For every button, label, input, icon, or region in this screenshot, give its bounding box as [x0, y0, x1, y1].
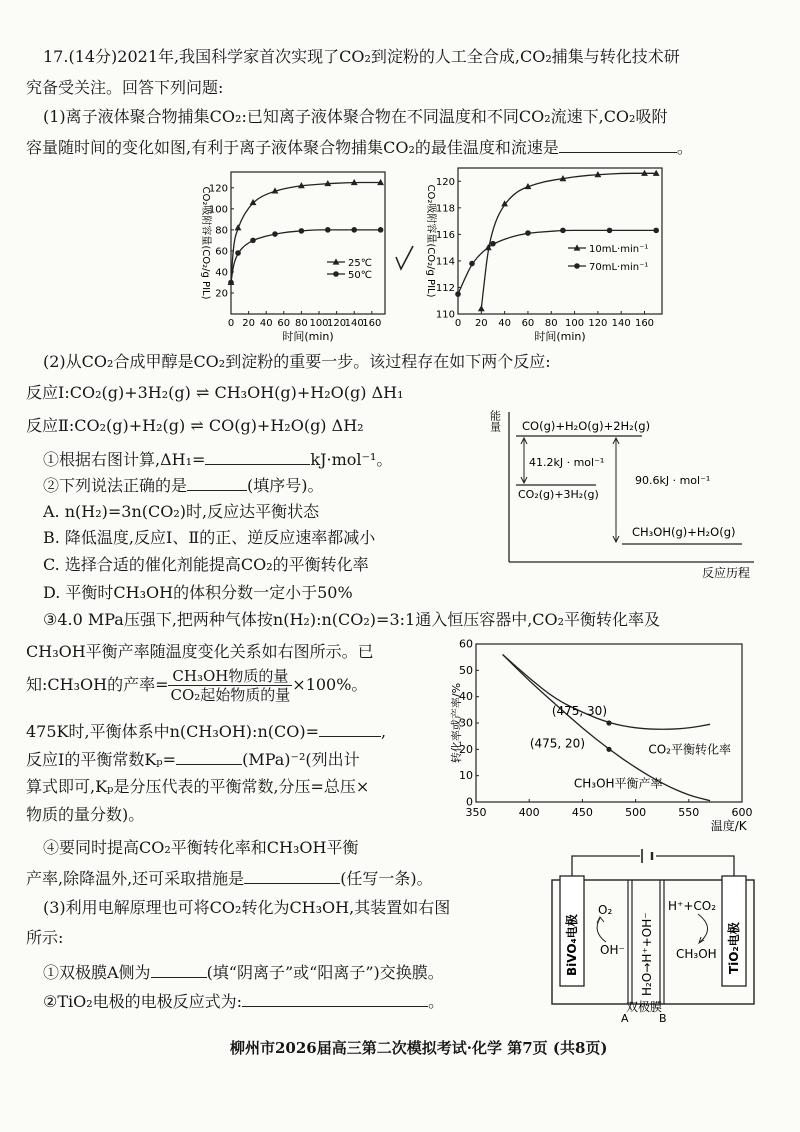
annotation-label: (475, 20): [529, 736, 585, 751]
answer-blank-options[interactable]: [187, 474, 247, 491]
o2-label: O₂: [598, 903, 613, 917]
data-point: [469, 261, 475, 267]
data-point: [299, 228, 305, 234]
gap2-label: 90.6kJ · mol⁻¹: [635, 474, 711, 487]
data-point: [250, 238, 256, 244]
data-point: [478, 305, 485, 311]
gap1-label: 41.2kJ · mol⁻¹: [529, 456, 605, 469]
legend-label: 70mL·min⁻¹: [589, 262, 649, 273]
y-tick-label: 118: [435, 203, 455, 215]
page-footer: 柳州市2026届高三第二次模拟考试·化学 第7页 (共8页): [230, 1039, 608, 1057]
q2-4-line2: [26, 867, 433, 889]
q2-2-hint: (填序号)。: [247, 476, 324, 495]
chart-conversion: [446, 636, 762, 836]
y-axis-label: 转化率或产率/%: [450, 682, 463, 764]
y-tick-label: 112: [435, 282, 455, 294]
y-tick-label: 0: [466, 795, 473, 809]
option-d: D. 平衡时CH₃OH的体积分数一定小于50%: [43, 583, 353, 602]
level-mid-label: CO₂(g)+3H₂(g): [518, 488, 599, 501]
x-tick-label: 100: [309, 318, 329, 329]
x-tick-label: 500: [625, 806, 647, 819]
yield-def-tail: ×100%。: [292, 675, 368, 694]
y-tick-label: 120: [208, 183, 228, 195]
q3-2: [43, 990, 444, 1012]
part1-end: 。: [676, 138, 693, 157]
data-point: [455, 291, 461, 297]
annotation-point: [606, 747, 611, 752]
side-a-label: A: [621, 1012, 629, 1025]
y-tick-label: 40: [215, 267, 228, 279]
fraction-denominator: CO₂起始物质的量: [170, 686, 291, 704]
electrolysis-diagram: [548, 848, 760, 1024]
x-tick-label: 160: [362, 318, 382, 329]
data-point: [250, 199, 257, 205]
measure-hint: (任写一条)。: [340, 869, 433, 888]
legend-label: 50℃: [348, 270, 372, 281]
answer-blank-ratio[interactable]: [319, 720, 381, 737]
annotation-point: [606, 720, 611, 725]
x-tick-label: 60: [521, 318, 535, 329]
ratio-text: 475K时,平衡体系中n(CH₃OH):n(CO)=: [26, 722, 319, 741]
progress-axis-label: 反应历程: [702, 566, 751, 580]
q2-1-unit: kJ·mol⁻¹。: [310, 450, 393, 469]
x-tick-label: 80: [295, 318, 308, 329]
data-point: [653, 228, 659, 234]
data-point: [378, 227, 384, 233]
q2-3-line7: 物质的量分数)。: [26, 805, 145, 824]
question-header-line2: 究备受关注。回答下列问题:: [26, 78, 224, 97]
q2-3-line5: [26, 748, 360, 770]
y-tick-label: 20: [459, 742, 473, 756]
answer-blank-kp[interactable]: [176, 748, 242, 765]
data-point: [272, 231, 278, 237]
x-tick-label: 20: [242, 318, 255, 329]
plot-frame: [231, 172, 385, 314]
x-tick-label: 0: [227, 318, 235, 329]
legend-label: 25℃: [348, 258, 372, 269]
x-tick-label: 140: [611, 318, 631, 329]
level-top-label: CO(g)+H₂O(g)+2H₂(g): [522, 419, 651, 433]
y-tick-label: 110: [435, 309, 455, 321]
data-point: [325, 227, 331, 233]
x-axis-label: 温度/K: [710, 819, 747, 833]
series-label: CH₃OH平衡产率: [573, 776, 663, 791]
y-tick-label: 60: [459, 637, 473, 651]
series-line: [481, 173, 656, 308]
answer-blank-dh1[interactable]: [205, 448, 310, 465]
option-a: A. n(H₂)=3n(CO₂)时,反应达平衡状态: [43, 502, 320, 521]
ratio-comma: ,: [381, 722, 387, 741]
y-tick-label: 114: [435, 256, 455, 268]
membrane-species: H₂O→H⁺+OH⁻: [640, 912, 654, 996]
x-tick-label: 350: [465, 806, 487, 819]
q2-3-line3: [26, 663, 367, 707]
x-tick-label: 40: [259, 318, 273, 329]
legend-marker: [574, 263, 580, 269]
x-tick-label: 80: [544, 318, 558, 329]
part3-line1: (3)利用电解原理也可将CO₂转化为CH₃OH,其装置如右图: [43, 898, 451, 917]
x-tick-label: 160: [634, 318, 655, 329]
x-tick-label: 120: [327, 318, 347, 329]
level-bottom-label: CH₃OH(g)+H₂O(g): [632, 525, 736, 539]
data-point: [235, 250, 241, 256]
q3-1-text: ①双极膜A侧为: [43, 963, 151, 982]
question-2-1: [43, 448, 392, 470]
plot-frame: [458, 168, 662, 314]
y-tick-label: 50: [459, 663, 473, 677]
data-point: [525, 230, 531, 236]
answer-blank-measure[interactable]: [244, 867, 340, 884]
y-axis-label: CO₂吸附容量(CO₂/g PIL): [200, 186, 211, 300]
y-axis-label: CO₂吸附容量(CO₂/g PIL): [425, 184, 436, 298]
right-top-label: H⁺+CO₂: [668, 899, 717, 913]
x-tick-label: 550: [678, 806, 700, 819]
x-axis-label: 时间(min): [282, 330, 334, 343]
right-electrode-label: TiO₂电极: [727, 922, 741, 974]
chart-temperature: [195, 162, 395, 342]
part2-intro: (2)从CO₂合成甲醇是CO₂到淀粉的重要一步。该过程存在如下两个反应:: [43, 352, 551, 371]
x-tick-label: 400: [518, 806, 540, 819]
q2-2-text: ②下列说法正确的是: [43, 476, 188, 495]
reaction-2: 反应Ⅱ:CO₂(g)+H₂(g) ⇌ CO(g)+H₂O(g) ΔH₂: [26, 416, 364, 435]
q3-2-end: 。: [428, 992, 445, 1011]
series-label: CO₂平衡转化率: [648, 742, 732, 757]
data-point: [490, 241, 496, 247]
answer-blank-electrode[interactable]: [242, 990, 428, 1007]
data-point: [228, 280, 234, 286]
q2-1-text: ①根据右图计算,ΔH₁=: [43, 450, 206, 469]
energy-axis-label: 能量: [488, 410, 502, 432]
part1-text: 容量随时间的变化如图,有利于离子液体聚合物捕集CO₂的最佳温度和流速是: [26, 138, 559, 157]
reaction-1: 反应Ⅰ:CO₂(g)+3H₂(g) ⇌ CH₃OH(g)+H₂O(g) ΔH₁: [26, 383, 404, 402]
part1-line1: (1)离子液体聚合物捕集CO₂:已知离子液体聚合物在不同温度和不同CO₂流速下,CO₂吸附: [43, 107, 668, 126]
q3-1: [43, 961, 444, 983]
data-point: [235, 224, 242, 230]
y-tick-label: 40: [459, 690, 473, 704]
option-c: C. 选择合适的催化剂能提高CO₂的平衡转化率: [43, 555, 369, 574]
kp-unit: (MPa)⁻²(列出计: [242, 750, 360, 769]
x-tick-label: 140: [344, 318, 364, 329]
measure-text: 产率,除降温外,还可采取措施是: [26, 869, 245, 888]
question-header-line1: 17.(14分)2021年,我国科学家首次实现了CO₂到淀粉的人工全合成,CO₂捕集与转化技术研: [43, 47, 680, 66]
y-tick-label: 60: [215, 246, 228, 258]
y-tick-label: 120: [435, 176, 455, 188]
data-point: [351, 227, 357, 233]
y-tick-label: 30: [459, 716, 473, 730]
x-tick-label: 450: [571, 806, 593, 819]
annotation-label: (475, 30): [551, 704, 607, 718]
x-tick-label: 120: [588, 318, 608, 329]
fraction-numerator: CH₃OH物质的量: [168, 667, 292, 686]
q2-3-line2: CH₃OH平衡产率随温度变化关系如右图所示。已: [26, 642, 374, 661]
part3-line2: 所示:: [26, 928, 64, 947]
yield-def-text: 知:CH₃OH的产率=: [26, 675, 169, 694]
x-axis-label: 时间(min): [534, 330, 586, 343]
q2-4-line1: ④要同时提高CO₂平衡转化率和CH₃OH平衡: [43, 838, 359, 857]
q2-3-line6: 算式即可,Kₚ是分压代表的平衡常数,分压=总压×: [26, 777, 370, 796]
membrane-label: 双极膜: [626, 1000, 663, 1014]
x-tick-label: 0: [454, 318, 462, 329]
x-tick-label: 20: [474, 318, 488, 329]
y-tick-label: 10: [459, 769, 473, 783]
legend-label: 10mL·min⁻¹: [589, 244, 649, 255]
chart-flow-rate: [408, 160, 668, 342]
energy-diagram: [488, 398, 764, 582]
right-bottom-label: CH₃OH: [676, 947, 717, 961]
y-tick-label: 80: [215, 225, 228, 237]
side-b-label: B: [659, 1012, 667, 1025]
y-tick-label: 20: [215, 288, 228, 300]
data-point: [560, 228, 566, 234]
q3-1-hint: (填“阴离子”或“阳离子”)交换膜。: [206, 963, 444, 982]
part1-line2: [26, 136, 693, 158]
y-tick-label: 116: [435, 229, 455, 241]
q2-3-line4: [26, 720, 386, 742]
left-electrode-label: BiVO₄电极: [565, 914, 579, 976]
kp-text: 反应Ⅰ的平衡常数Kₚ=: [26, 750, 177, 769]
q3-2-text: ②TiO₂电极的电极反应式为:: [43, 992, 243, 1011]
oh-label: OH⁻: [600, 943, 625, 957]
y-tick-label: 100: [208, 204, 228, 216]
answer-blank-membrane[interactable]: [151, 961, 207, 978]
x-tick-label: 60: [277, 318, 291, 329]
series-line: [503, 655, 710, 730]
x-tick-label: 40: [498, 318, 511, 329]
answer-blank-1[interactable]: [559, 136, 677, 153]
yield-fraction: [168, 667, 292, 704]
legend-marker: [333, 271, 339, 277]
x-tick-label: 100: [565, 318, 585, 329]
option-b: B. 降低温度,反应Ⅰ、Ⅱ的正、逆反应速率都减小: [43, 528, 376, 547]
x-tick-label: 600: [731, 806, 753, 819]
q2-3-line1: ③4.0 MPa压强下,把两种气体按n(H₂):n(CO₂)=3:1通入恒压容器中,CO₂平衡转化率及: [43, 610, 661, 629]
question-2-2: [43, 474, 324, 496]
data-point: [607, 228, 613, 234]
